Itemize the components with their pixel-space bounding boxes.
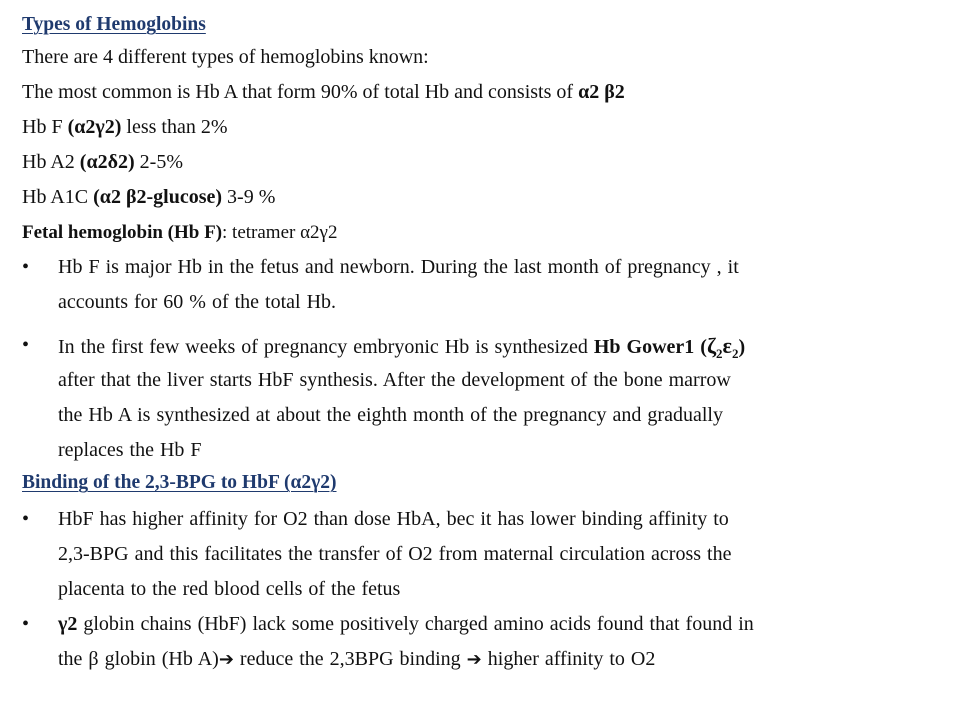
hba1c-formula: (α2 β2-glucose) bbox=[93, 186, 223, 208]
arrow-right-icon: ➔ bbox=[466, 649, 482, 670]
fetal-label: Fetal hemoglobin (Hb F) bbox=[22, 222, 223, 243]
section-title: Types of Hemoglobins bbox=[22, 14, 206, 35]
binding-heading: Binding of the 2,3-BPG to HbF (α2γ2) bbox=[22, 472, 337, 493]
fetal-line: Fetal hemoglobin (Hb F): tetramer α2γ2 bbox=[22, 222, 338, 243]
hba-line: The most common is Hb A that form 90% of total Hb and consists of α2 β2 bbox=[22, 81, 625, 103]
gamma2-label: γ2 bbox=[58, 613, 78, 635]
hbf-line: Hb F (α2γ2) less than 2% bbox=[22, 116, 228, 138]
bullet-icon: • bbox=[22, 508, 30, 530]
intro-line: There are 4 different types of hemoglobins known: bbox=[22, 46, 429, 68]
bullet-icon: • bbox=[22, 334, 30, 356]
hb-gower1-label: Hb Gower1 ( bbox=[593, 336, 707, 358]
hba2-formula: (α2δ2) bbox=[79, 151, 135, 173]
bullet-icon: • bbox=[22, 256, 30, 278]
hba1c-line: Hb A1C (α2 β2-glucose) 3-9 % bbox=[22, 186, 276, 208]
bullet-icon: • bbox=[22, 613, 30, 635]
document-page bbox=[22, 10, 960, 710]
hbf-formula: (α2γ2) bbox=[67, 116, 122, 138]
arrow-right-icon: ➔ bbox=[218, 649, 234, 670]
hba-formula: α2 β2 bbox=[578, 81, 625, 103]
bullet-item-4: • γ2 globin chains (HbF) lack some positively charged amino acids found that found in the β globin (Hb A)➔ reduce the 2,3BPG binding ➔ higher affinity to O2 bbox=[22, 607, 960, 677]
hba2-line: Hb A2 (α2δ2) 2-5% bbox=[22, 151, 183, 173]
bullet-item-2: • In the first few weeks of pregnancy embryonic Hb is synthesized Hb Gower1 $(\zeta_2\varepsilon_2)$ after that the liver starts HbF synthesis. After the development of the bone marrow the Hb A is synthesized at about the eighth month of the pregnancy and gradually replaces the Hb F bbox=[22, 328, 960, 468]
bullet-item-1: • Hb F is major Hb in the fetus and newborn. During the last month of pregnancy , it accounts for 60 % of the total Hb. bbox=[22, 250, 960, 320]
bullet-item-3: • HbF has higher affinity for O2 than dose HbA, bec it has lower binding affinity to 2,3-BPG and this facilitates the transfer of O2 from maternal circulation across the placenta to the red blood cells of the fetus bbox=[22, 502, 960, 607]
